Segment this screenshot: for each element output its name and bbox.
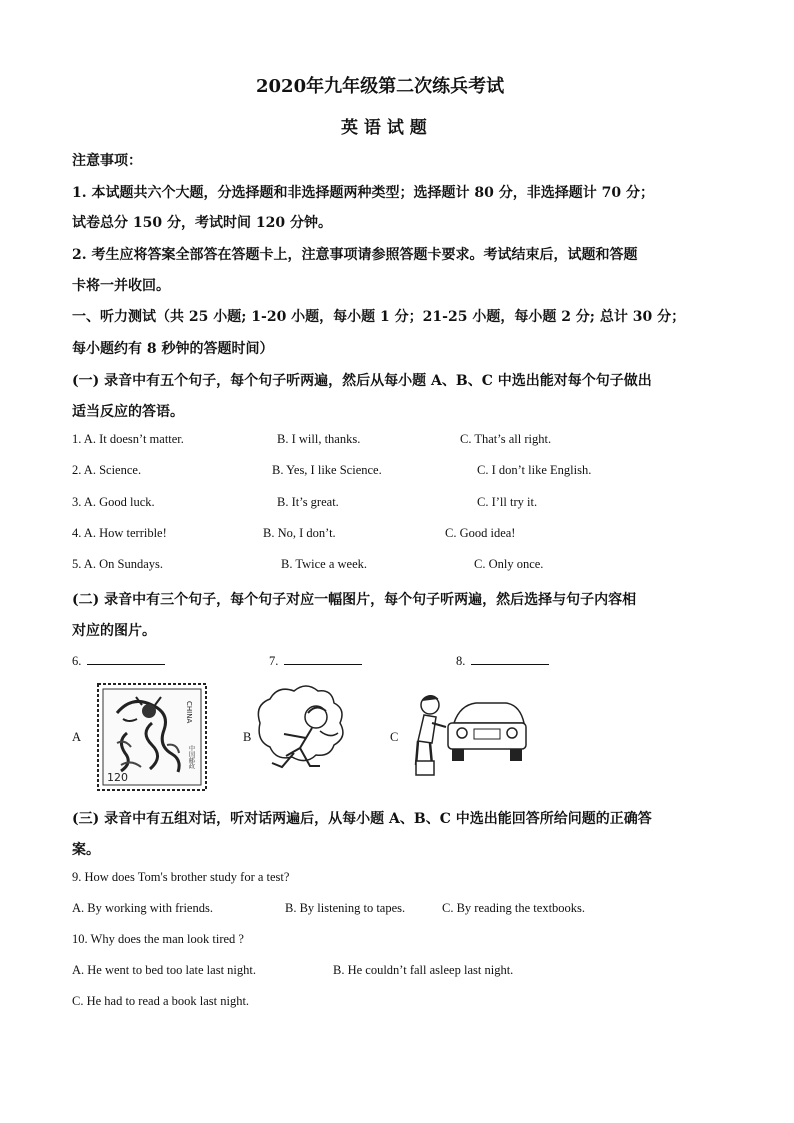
running-child-icon (250, 683, 362, 783)
q4-option-a: 4. A. How terrible! (72, 526, 167, 540)
q1-option-b: B. I will, thanks. (277, 432, 361, 446)
section2-heading-line2: 对应的图片。 (72, 623, 156, 639)
exam-title: 2020年九年级第二次练兵考试 (256, 76, 505, 97)
picture-b-letter: B (243, 730, 252, 744)
q2-option-b: B. Yes, I like Science. (272, 463, 382, 477)
q10-question: 10. Why does the man look tired ? (72, 932, 244, 946)
svg-text:中国邮政: 中国邮政 (187, 745, 195, 769)
q3-option-b: B. It’s great. (277, 495, 339, 509)
dragon-stamp-icon (97, 683, 207, 791)
q5-option-c: C. Only once. (474, 557, 544, 571)
svg-text:120: 120 (107, 771, 128, 784)
section3-heading-line2: 案。 (72, 842, 100, 858)
notes-heading: 注意事项： (72, 153, 142, 169)
notes-item2-line2: 卡将一并收回。 (72, 278, 170, 294)
notes-item1-line2: 试卷总分 150 分，考试时间 120 分钟。 (72, 215, 332, 231)
answer-blank-7: 7. (269, 652, 362, 669)
q9-option-c: C. By reading the textbooks. (442, 901, 586, 915)
answer-blank-8: 8. (456, 652, 549, 669)
part1-heading-line1: 一、听力测试（共 25 小题; 1-20 小题，每小题 1 分；21-25 小题，每小题 2 分; 总计 30 分； (72, 309, 686, 325)
q10-option-c: C. He had to read a book last night. (72, 994, 250, 1008)
svg-text:CHINA: CHINA (185, 701, 193, 724)
q10-option-b: B. He couldn’t fall asleep last night. (333, 963, 514, 977)
picture-c-letter: C (390, 730, 399, 744)
q9-option-a: A. By working with friends. (72, 901, 213, 915)
boy-washing-car-icon (404, 683, 528, 783)
q5-option-b: B. Twice a week. (281, 557, 368, 571)
part1-heading-line2: 每小题约有 8 秒钟的答题时间） (72, 341, 274, 357)
section3-heading-line1: (三) 录音中有五组对话，听对话两遍后，从每小题 A、B、C 中选出能回答所给问题的正确答 (72, 811, 652, 827)
q3-option-c: C. I’ll try it. (477, 495, 538, 509)
notes-item2-line1: 2. 考生应将答案全部答在答题卡上，注意事项请参照答题卡要求。考试结束后，试题和答题 (72, 247, 638, 263)
picture-a-letter: A (72, 730, 82, 744)
q9-question: 9. How does Tom's brother study for a test? (72, 870, 290, 884)
q10-option-a: A. He went to bed too late last night. (72, 963, 256, 977)
section1-heading-line2: 适当反应的答语。 (72, 404, 184, 420)
exam-subtitle: 英 语 试 题 (341, 118, 427, 138)
q9-option-b: B. By listening to tapes. (285, 901, 406, 915)
q2-option-a: 2. A. Science. (72, 463, 142, 477)
q3-option-a: 3. A. Good luck. (72, 495, 155, 509)
q2-option-c: C. I don’t like English. (477, 463, 592, 477)
section1-heading-line1: (一) 录音中有五个句子，每个句子听两遍，然后从每小题 A、B、C 中选出能对每个句子做出 (72, 373, 652, 389)
section2-heading-line1: (二) 录音中有三个句子，每个句子对应一幅图片，每个句子听两遍，然后选择与句子内容相 (72, 592, 637, 608)
notes-item1-line1: 1. 本试题共六个大题，分选择题和非选择题两种类型；选择题计 80 分，非选择题计 70 分； (72, 185, 654, 201)
answer-blank-6: 6. (72, 652, 165, 669)
q5-option-a: 5. A. On Sundays. (72, 557, 163, 571)
q1-option-c: C. That’s all right. (460, 432, 552, 446)
q1-option-a: 1. A. It doesn’t matter. (72, 432, 184, 446)
q4-option-c: C. Good idea! (445, 526, 516, 540)
q4-option-b: B. No, I don’t. (263, 526, 336, 540)
